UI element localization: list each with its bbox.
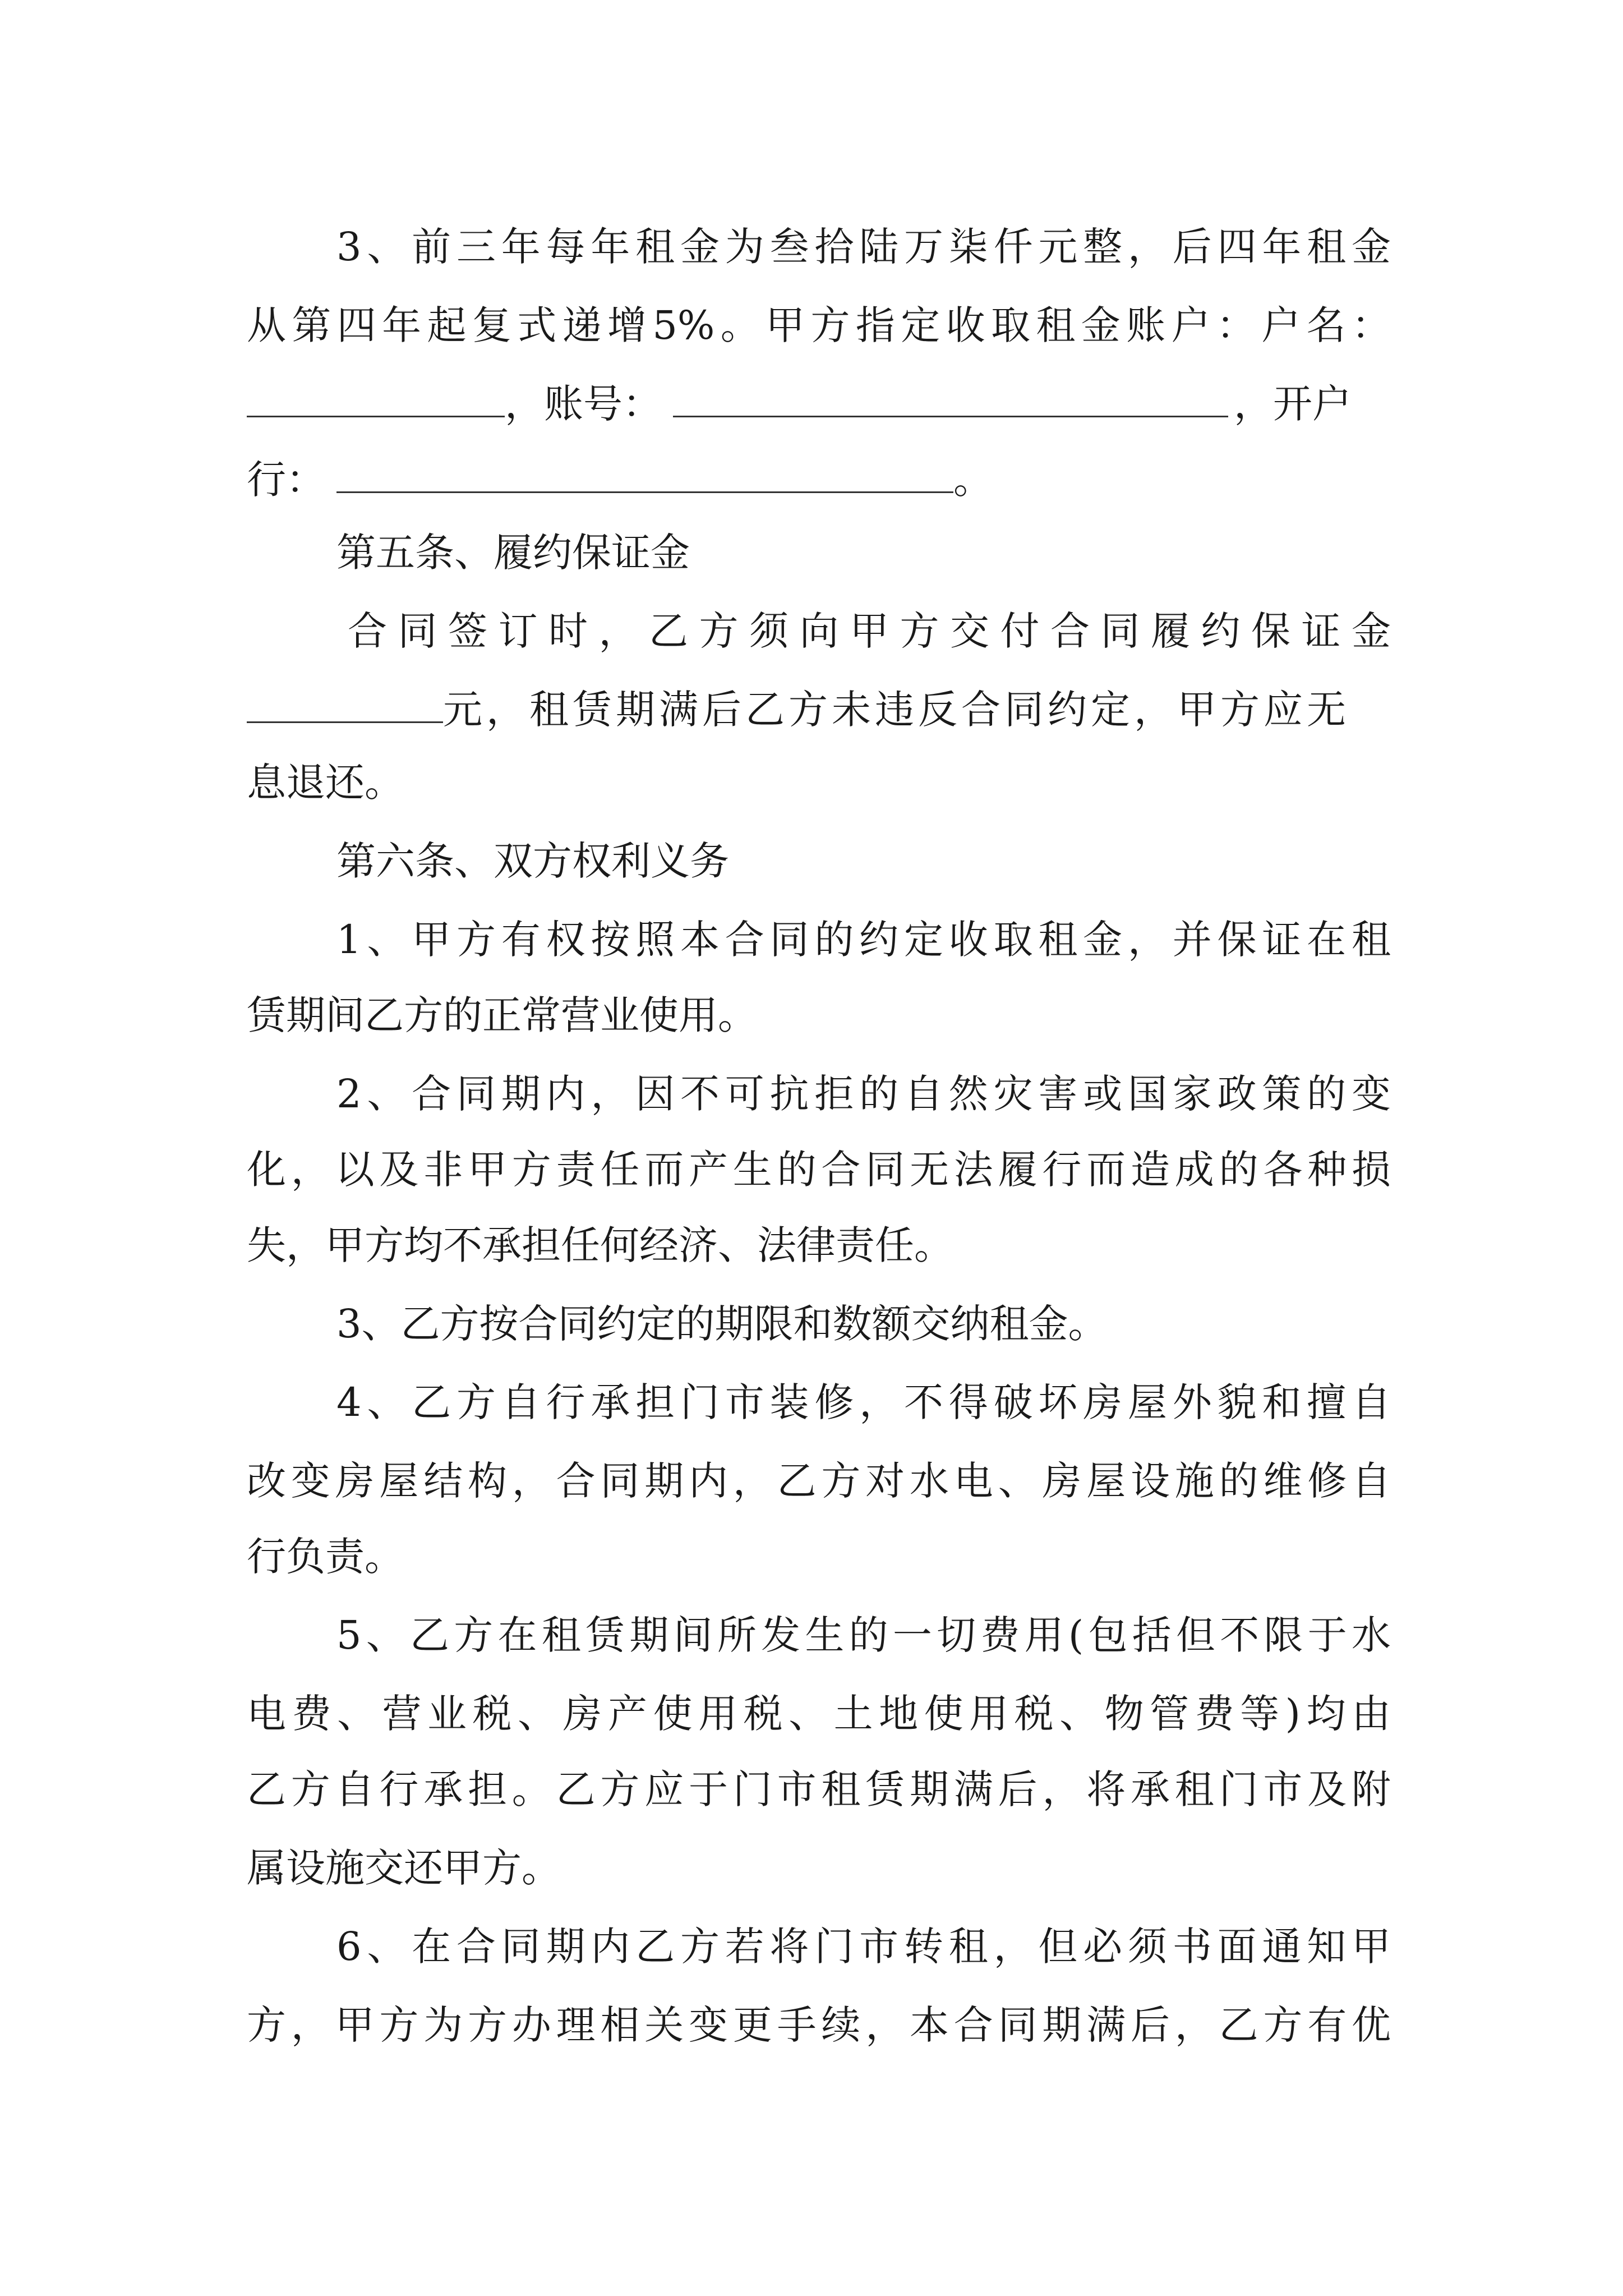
text-line <box>247 1683 1391 1745</box>
text-line <box>247 295 1391 356</box>
bank-name-blank <box>336 457 953 493</box>
text-line <box>336 1372 1391 1433</box>
line-text: 赁期间乙方的正常营业使用。 <box>247 992 757 1038</box>
line-text: 3、乙方按合同约定的期限和数额交纳租金。 <box>336 1301 1108 1347</box>
text-line <box>247 1994 1391 2056</box>
text-line <box>247 1526 1391 1588</box>
account-number-blank <box>673 381 1228 417</box>
text-line <box>247 1450 1391 1512</box>
line-text: 失，甲方均不承担任何经济、法律责任。 <box>247 1222 953 1268</box>
line-text: 电费、营业税、房产使用税、土地使用税、物管费等)均由 <box>247 1691 1391 1737</box>
section-heading <box>336 522 1391 583</box>
line-text: 行： <box>247 457 325 503</box>
text-line <box>247 984 1391 1046</box>
line-text: 化，以及非甲方责任而产生的合同无法履行而造成的各种损 <box>247 1147 1391 1193</box>
line-text: 改变房屋结构，合同期内，乙方对水电、房屋设施的维修自 <box>247 1458 1391 1504</box>
heading-text: 第六条、双方权利义务 <box>336 838 729 884</box>
text-line <box>336 1916 1391 1977</box>
line-text: 6、在合同期内乙方若将门市转租，但必须书面通知甲 <box>336 1924 1391 1970</box>
text-line <box>247 679 1391 740</box>
line-text: 1、甲方有权按照本合同的约定收取租金，并保证在租 <box>336 917 1391 963</box>
line-text: 元，租赁期满后乙方未违反合同约定，甲方应无 <box>443 687 1350 733</box>
text-line <box>247 449 1391 510</box>
line-text: ，开户 <box>1234 381 1352 427</box>
text-line <box>247 373 1391 435</box>
text-line <box>247 752 1391 813</box>
line-text: 5、乙方在租赁期间所发生的一切费用(包括但不限于水 <box>336 1612 1391 1658</box>
line-text: 息退还。 <box>247 760 404 806</box>
text-line <box>336 216 1391 278</box>
line-text: 方，甲方为方办理相关变更手续，本合同期满后，乙方有优 <box>247 2002 1391 2048</box>
text-line <box>247 1214 1391 1276</box>
text-line <box>336 1293 1391 1355</box>
heading-text: 第五条、履约保证金 <box>336 530 690 576</box>
line-text: 4、乙方自行承担门市装修，不得破坏房屋外貌和擅自 <box>336 1379 1391 1425</box>
text-line <box>247 1759 1391 1820</box>
line-text: 3、前三年每年租金为叁拾陆万柒仟元整，后四年租金 <box>336 224 1391 270</box>
line-text: 乙方自行承担。乙方应于门市租赁期满后，将承租门市及附 <box>247 1766 1391 1812</box>
line-text: 行负责。 <box>247 1534 404 1580</box>
text-line <box>336 1063 1391 1125</box>
line-text: 2、合同期内，因不可抗拒的自然灾害或国家政策的变 <box>336 1071 1391 1117</box>
text-line <box>247 1139 1391 1200</box>
text-line <box>336 1604 1391 1666</box>
line-text: ，账号： <box>505 381 662 427</box>
account-name-blank <box>247 381 505 417</box>
text-line <box>336 909 1391 970</box>
section-heading <box>336 830 1391 892</box>
deposit-amount-blank <box>247 687 443 723</box>
line-text: 属设施交还甲方。 <box>247 1845 561 1891</box>
line-text: 合同签订时，乙方须向甲方交付合同履约保证金 <box>348 608 1391 654</box>
text-line <box>348 600 1391 662</box>
text-line <box>247 1837 1391 1899</box>
line-text: 从第四年起复式递增5%。甲方指定收取租金账户：户名： <box>247 302 1391 348</box>
line-text: 。 <box>953 457 993 503</box>
